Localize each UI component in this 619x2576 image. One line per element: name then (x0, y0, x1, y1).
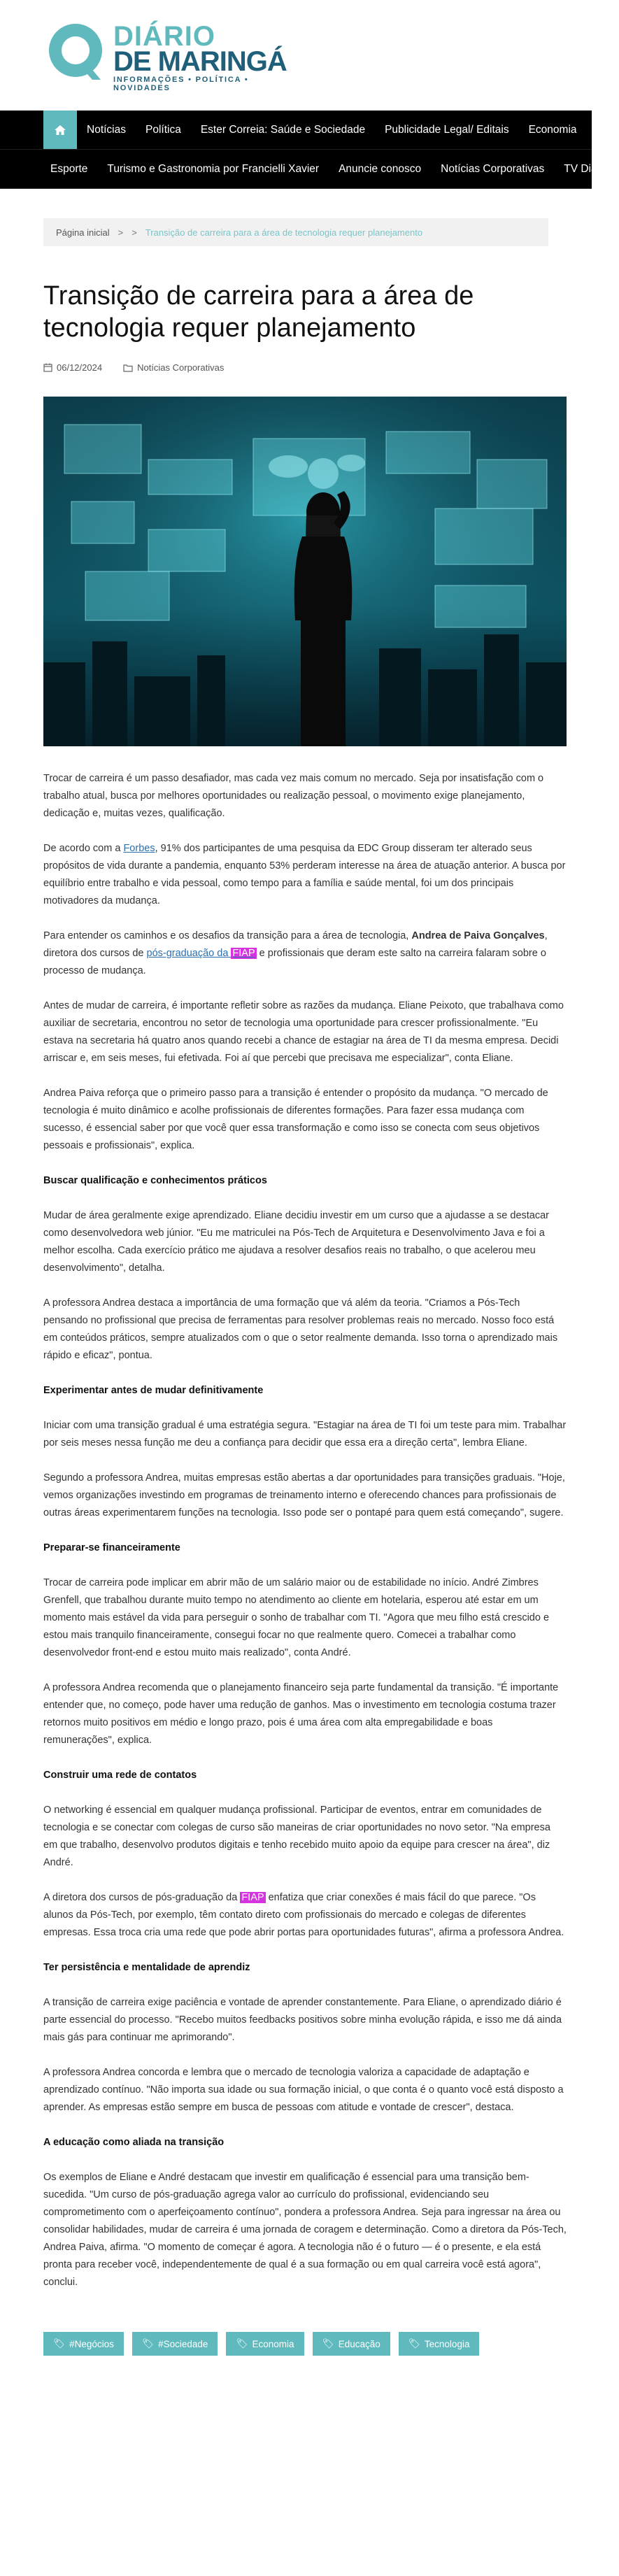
paragraph: Os exemplos de Eliane e André destacam que investir em qualificação é essencial para uma transição bem-sucedida. "Um curso de pós-graduação agrega valor ao currículo do profissional, evidenciando seu comprometimento com o aperfeiçoamento contínuo", pondera a professora Andrea. Seja para ingressar na área ou consolidar habilidades, mudar de carreira é uma jornada de coragem e determinação. Como a diretora da Pós-Tech, Andrea Paiva, afirma. "O momento de começar é agora. A tecnologia não é o futuro — é o presente, e ela está pronta para receber você, independentemente de qual é a sua formação ou em qual carreira você está agora", conclui. (43, 2172, 567, 2288)
tag-educacao[interactable]: 🏷︎ Educação (313, 2332, 390, 2356)
nav-item-tv[interactable]: TV Diário (564, 162, 609, 175)
nav-item-noticias[interactable]: Notícias (87, 123, 126, 136)
nav-item-publicidade[interactable]: Publicidade Legal/ Editais (385, 123, 509, 136)
logo-tagline: INFORMAÇÕES • POLÍTICA • NOVIDADES (113, 76, 249, 92)
paragraph: Mudar de área geralmente exige aprendizado. Eliane decidiu investir em um curso que a ajudasse a se destacar como desenvolvedora web júnior. "Eu me matriculei na Pós-Tech de Arquitetura e Desenvolvimento Java e foi a melhor escolha. Cada exercício prático me ajudava a resolver desafios reais no trabalho, o que acelerou meu desenvolvimento", detalha. (43, 1210, 550, 1274)
calendar-icon (43, 363, 52, 372)
nav-item-politica[interactable]: Política (145, 123, 181, 136)
tag-icon: 🏷︎ (53, 2338, 66, 2349)
tag-icon: 🏷︎ (141, 2338, 155, 2349)
pos-graduacao-link[interactable]: pós-graduação da FIAP (146, 948, 255, 959)
nav-item-turismo[interactable]: Turismo e Gastronomia por Francielli Xavier (107, 162, 320, 175)
paragraph: Iniciar com uma transição gradual é uma estratégia segura. "Estagiar na área de TI foi um teste para mim. Trabalhar por seis meses nessa função me deu a confiança para decidir que essa era a direção certa", lembra Eliane. (43, 1420, 567, 1449)
logo-mark-icon (45, 20, 109, 84)
paragraph: Andrea Paiva reforça que o primeiro passo para a transição é entender o propósito da mudança. "O mercado de tecnologia é muito dinâmico e acolhe profissionais de diferentes formações. Para fazer essa mudança com sucesso, é essencial saber por que você quer essa transformação e como isso se conecta com seus objetivos pessoais e profissionais", explica. (43, 1088, 548, 1151)
paragraph: A transição de carreira exige paciência e vontade de aprender constantemente. Para Eliane, o aprendizado diário é parte essencial do processo. "Recebo muitos feedbacks positivos sobre minha evolução rápida, e isso me dá ainda mais gás para continuar me aprimorando". (43, 1997, 562, 2043)
paragraph: A diretora dos cursos de pós-graduação da FIAP enfatiza que criar conexões é mais fácil do que parece. "Os alunos da Pós-Tech, por exemplo, têm contato direto com profissionais do mercado e colegas de diferentes empresas. Essa troca cria uma rede que pode abrir portas para oportunidades futuras", afirma a professora Andrea. (43, 1892, 564, 1938)
section-heading: Construir uma rede de contatos (43, 1770, 197, 1781)
nav-item-esporte[interactable]: Esporte (50, 162, 88, 175)
nav-item-anuncie[interactable]: Anuncie conosco (339, 162, 422, 175)
breadcrumb-current: Transição de carreira para a área de tecnologia requer planejamento (145, 227, 423, 238)
section-heading: Buscar qualificação e conhecimentos práticos (43, 1175, 267, 1186)
tag-economia[interactable]: 🏷︎ Economia (226, 2332, 304, 2356)
tag-tecnologia[interactable]: 🏷︎ Tecnologia (399, 2332, 480, 2356)
nav-item-saude[interactable]: Ester Correia: Saúde e Sociedade (200, 123, 366, 136)
tag-negocios[interactable]: 🏷︎ #Negócios (43, 2332, 124, 2356)
hero-illustration (43, 397, 567, 746)
section-heading: A educação como aliada na transição (43, 2137, 225, 2148)
paragraph: A professora Andrea destaca a importância de uma formação que vá além da teoria. "Criamos a Pós-Tech pensando no profissional que precisa de ferramentas para resolver problemas reais no mercado. Nosso foco está em conteúdos práticos, sempre atualizados com o que o setor realmente demanda. Isso torna o aprendizado mais rápido e eficaz", pontua. (43, 1297, 558, 1361)
tag-list (43, 2332, 548, 2356)
main-nav (0, 111, 609, 189)
article-title: Transição de carreira para a área de tecnologia requer planejamento (43, 281, 474, 343)
paragraph: A professora Andrea recomenda que o planejamento financeiro seja parte fundamental da transição. "É importante entender que, no começo, pode haver uma redução de ganhos. Mas o investimento em tecnologia costuma trazer retornos muito positivos em médio e longo prazo, pois é uma área com alta empregabilidade e boas remunerações", explica. (43, 1682, 559, 1746)
nav-row-1 (0, 111, 592, 150)
article-category[interactable]: Notícias Corporativas (137, 362, 225, 373)
site-header (0, 0, 592, 111)
article-body (43, 770, 567, 2291)
paragraph: Trocar de carreira pode implicar em abrir mão de um salário maior ou de estabilidade no início. André Zimbres Grenfell, que trabalhou durante muito tempo no atendimento ao cliente em hotelaria, esperou até estar em um momento mais estável da vida para perseguir o sonho de trabalhar com TI. "Agora que meu filho está crescido e estou mais tranquilo financeiramente, consegui focar no que realmente quero. Comecei a trabalhar como desenvolvedor front-end e estou muito mais realizado", conta André. (43, 1577, 550, 1658)
section-heading: Experimentar antes de mudar definitivamente (43, 1385, 264, 1396)
highlight-fiap: FIAP (232, 948, 255, 959)
paragraph: De acordo com a Forbes, 91% dos participantes de uma pesquisa da EDC Group disseram ter alterado seus propósitos de vida durante a pandemia, enquanto 53% perderam interesse na área de atuação anterior. A busca por equilíbrio entre trabalho e vida pessoal, como tempo para a família e saúde mental, foi um dos principais motivadores da mudança. (43, 843, 566, 906)
paragraph: A professora Andrea concorda e lembra que o mercado de tecnologia valoriza a capacidade de adaptação e aprendizado contínuo. "Não importa sua idade ou sua formação inicial, o que conta é o quanto você está disposto a aprender. As empresas estão sempre em busca de pessoas com atitude e vontade de crescer", destaca. (43, 2067, 564, 2113)
paragraph: Trocar de carreira é um passo desafiador, mas cada vez mais comum no mercado. Seja por insatisfação com o trabalho atual, busca por melhores oportunidades ou realização pessoal, o movimento exige planejamento, dedicação e, muitas vezes, qualificação. (43, 773, 544, 819)
folder-icon (123, 364, 133, 372)
nav-item-economia[interactable]: Economia (528, 123, 577, 136)
tag-icon: 🏷︎ (408, 2338, 420, 2349)
article-meta (43, 362, 548, 373)
breadcrumb-home[interactable]: Página inicial (56, 227, 110, 238)
nav-row-2 (0, 150, 609, 189)
section-heading: Preparar-se financeiramente (43, 1542, 180, 1553)
tag-icon: 🏷︎ (322, 2338, 334, 2349)
article-date: 06/12/2024 (57, 362, 103, 373)
section-heading: Ter persistência e mentalidade de aprendiz (43, 1962, 250, 1973)
tag-icon: 🏷︎ (236, 2338, 248, 2349)
logo-line2: DE MARINGÁ (113, 46, 287, 77)
logo-line1: DIÁRIO (113, 21, 215, 52)
site-logo[interactable] (45, 20, 297, 92)
paragraph: Para entender os caminhos e os desafios da transição para a área de tecnologia, Andrea de Paiva Gonçalves, diretora dos cursos de pós-graduação da FIAP e profissionais que deram este salto na carreira falaram sobre o processo de mudança. (43, 930, 548, 976)
forbes-link[interactable]: Forbes (123, 843, 155, 854)
paragraph: Antes de mudar de carreira, é importante refletir sobre as razões da mudança. Eliane Peixoto, que trabalhava como auxiliar de secretaria, encontrou no setor de tecnologia uma oportunidade para crescer profissionalmente. "Eu estava na secretaria há quatro anos quando recebi a chance de estagiar na área de TI da mesma empresa. Decidi arriscar e, em seis meses, fui efetivada. Foi aí que percebi que precisava me especializar", conta Eliane. (43, 1000, 564, 1064)
paragraph: O networking é essencial em qualquer mudança profissional. Participar de eventos, entrar em comunidades de tecnologia e se conectar com colegas de curso são maneiras de criar oportunidades no novo setor. "Na empresa em que trabalho, desenvolvo produtos digitais e tenho recebido muito apoio da equipe para crescer na área", diz André. (43, 1805, 550, 1868)
nav-home-button[interactable] (43, 111, 77, 149)
breadcrumb-separator: > (131, 227, 137, 238)
highlight-fiap: FIAP (241, 1892, 264, 1903)
article-hero-image (43, 397, 567, 746)
breadcrumb (43, 218, 548, 246)
home-icon (54, 124, 66, 136)
breadcrumb-separator: > (118, 227, 124, 238)
nav-item-corporativas[interactable]: Notícias Corporativas (441, 162, 545, 175)
tag-sociedade[interactable]: 🏷︎ #Sociedade (132, 2332, 218, 2356)
paragraph: Segundo a professora Andrea, muitas empresas estão abertas a dar oportunidades para transições graduais. "Hoje, vemos organizações investindo em programas de treinamento interno e oferecendo chances para profissionais de outras áreas experimentarem funções na tecnologia. Isso pode ser o pontapé para quem está começando", sugere. (43, 1472, 565, 1518)
